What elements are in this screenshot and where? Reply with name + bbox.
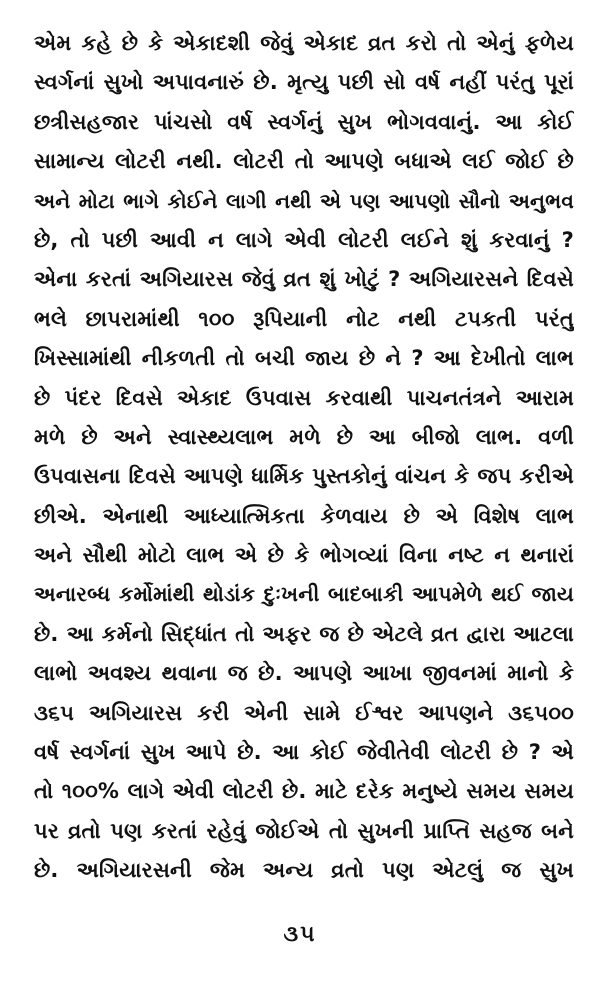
text-line: લાભો અવશ્ય થવાના જ છે. આપણે આખા જીવનમાં માનો કે [34,661,574,686]
text-line: ખિસ્સામાંથી નીકળતી તો બચી જાય છે ને ? આ દેખીતો લાભ [34,346,574,371]
text-line: સ્વર્ગનાં સુખો અપાવનારું છે. મૃત્યુ પછી સો વર્ષ નહીં પરંતુ પૂરાં [34,70,574,95]
text-line: છીએ. એનાથી આધ્યાત્મિકતા કેળવાય છે એ વિશેષ લાભ [34,503,574,528]
text-line: અને મોટા ભાગે કોઈને લાગી નથી એ પણ આપણો સૌનો અનુભવ [34,188,574,213]
text-line: છે પંદર દિવસે એકાદ ઉપવાસ કરવાથી પાચનતંત્રને આરામ [34,385,574,410]
text-line: તો ૧૦૦% લાગે એવી લોટરી છે. માટે દરેક મનુષ્યે સમય સમય [34,779,574,804]
text-line: પર વ્રતો પણ કરતાં રહેવું જોઈએ તો સુખની પ્રાપ્તિ સહજ બને [34,818,574,843]
page-number: ૩૫ [283,922,317,947]
text-line: છત્રીસહજાર પાંચસો વર્ષ સ્વર્ગનું સુખ ભોગવવાનું. આ કોઈ [34,109,574,134]
text-line: છે. અગિયારસની જેમ અન્ય વ્રતો પણ એટલું જ સુખ [34,858,574,883]
text-line: મળે છે અને સ્વાસ્થ્યલાભ મળે છે આ બીજો લાભ. વળી [34,424,574,449]
text-line: અનારબ્ધ કર્મોમાંથી થોડાંક દુઃખની બાદબાકી આપમેળે થઈ જાય [34,582,574,607]
text-line: વર્ષ સ્વર્ગનાં સુખ આપે છે. આ કોઈ જેવીતેવી લોટરી છે ? એ [34,740,574,765]
text-line: ભલે છાપરામાંથી ૧૦૦ રૂપિયાની નોટ નથી ટપકતી પરંતુ [34,306,574,331]
text-line: સામાન્ય લોટરી નથી. લોટરી તો આપણે બધાએ લઈ જોઈ છે [34,149,574,174]
text-line: એમ કહે છે કે એકાદશી જેવું એકાદ વ્રત કરો તો એનું ફળેય [34,31,574,55]
body-text [34,24,574,891]
text-line: છે. આ કર્મનો સિદ્ધાંત તો અફર જ છે એટલે વ્રત દ્વારા આટલા [34,621,574,646]
text-line: અને સૌથી મોટો લાભ એ છે કે ભોગવ્યાં વિના નષ્ટ ન થનારાં [34,543,574,568]
text-line: છે, તો પછી આવી ન લાગે એવી લોટરી લઈને શું કરવાનું ? [34,227,574,252]
text-line: ઉપવાસના દિવસે આપણે ધાર્મિક પુસ્તકોનું વાંચન કે જપ કરીએ [34,464,574,489]
text-line: ૩૬૫ અગિયારસ કરી એની સામે ઈશ્વર આપણને ૩૬૫૦૦ [34,700,574,725]
text-line: એના કરતાં અગિયારસ જેવું વ્રત શું ખોટું ? અગિયારસને દિવસે [34,267,574,292]
